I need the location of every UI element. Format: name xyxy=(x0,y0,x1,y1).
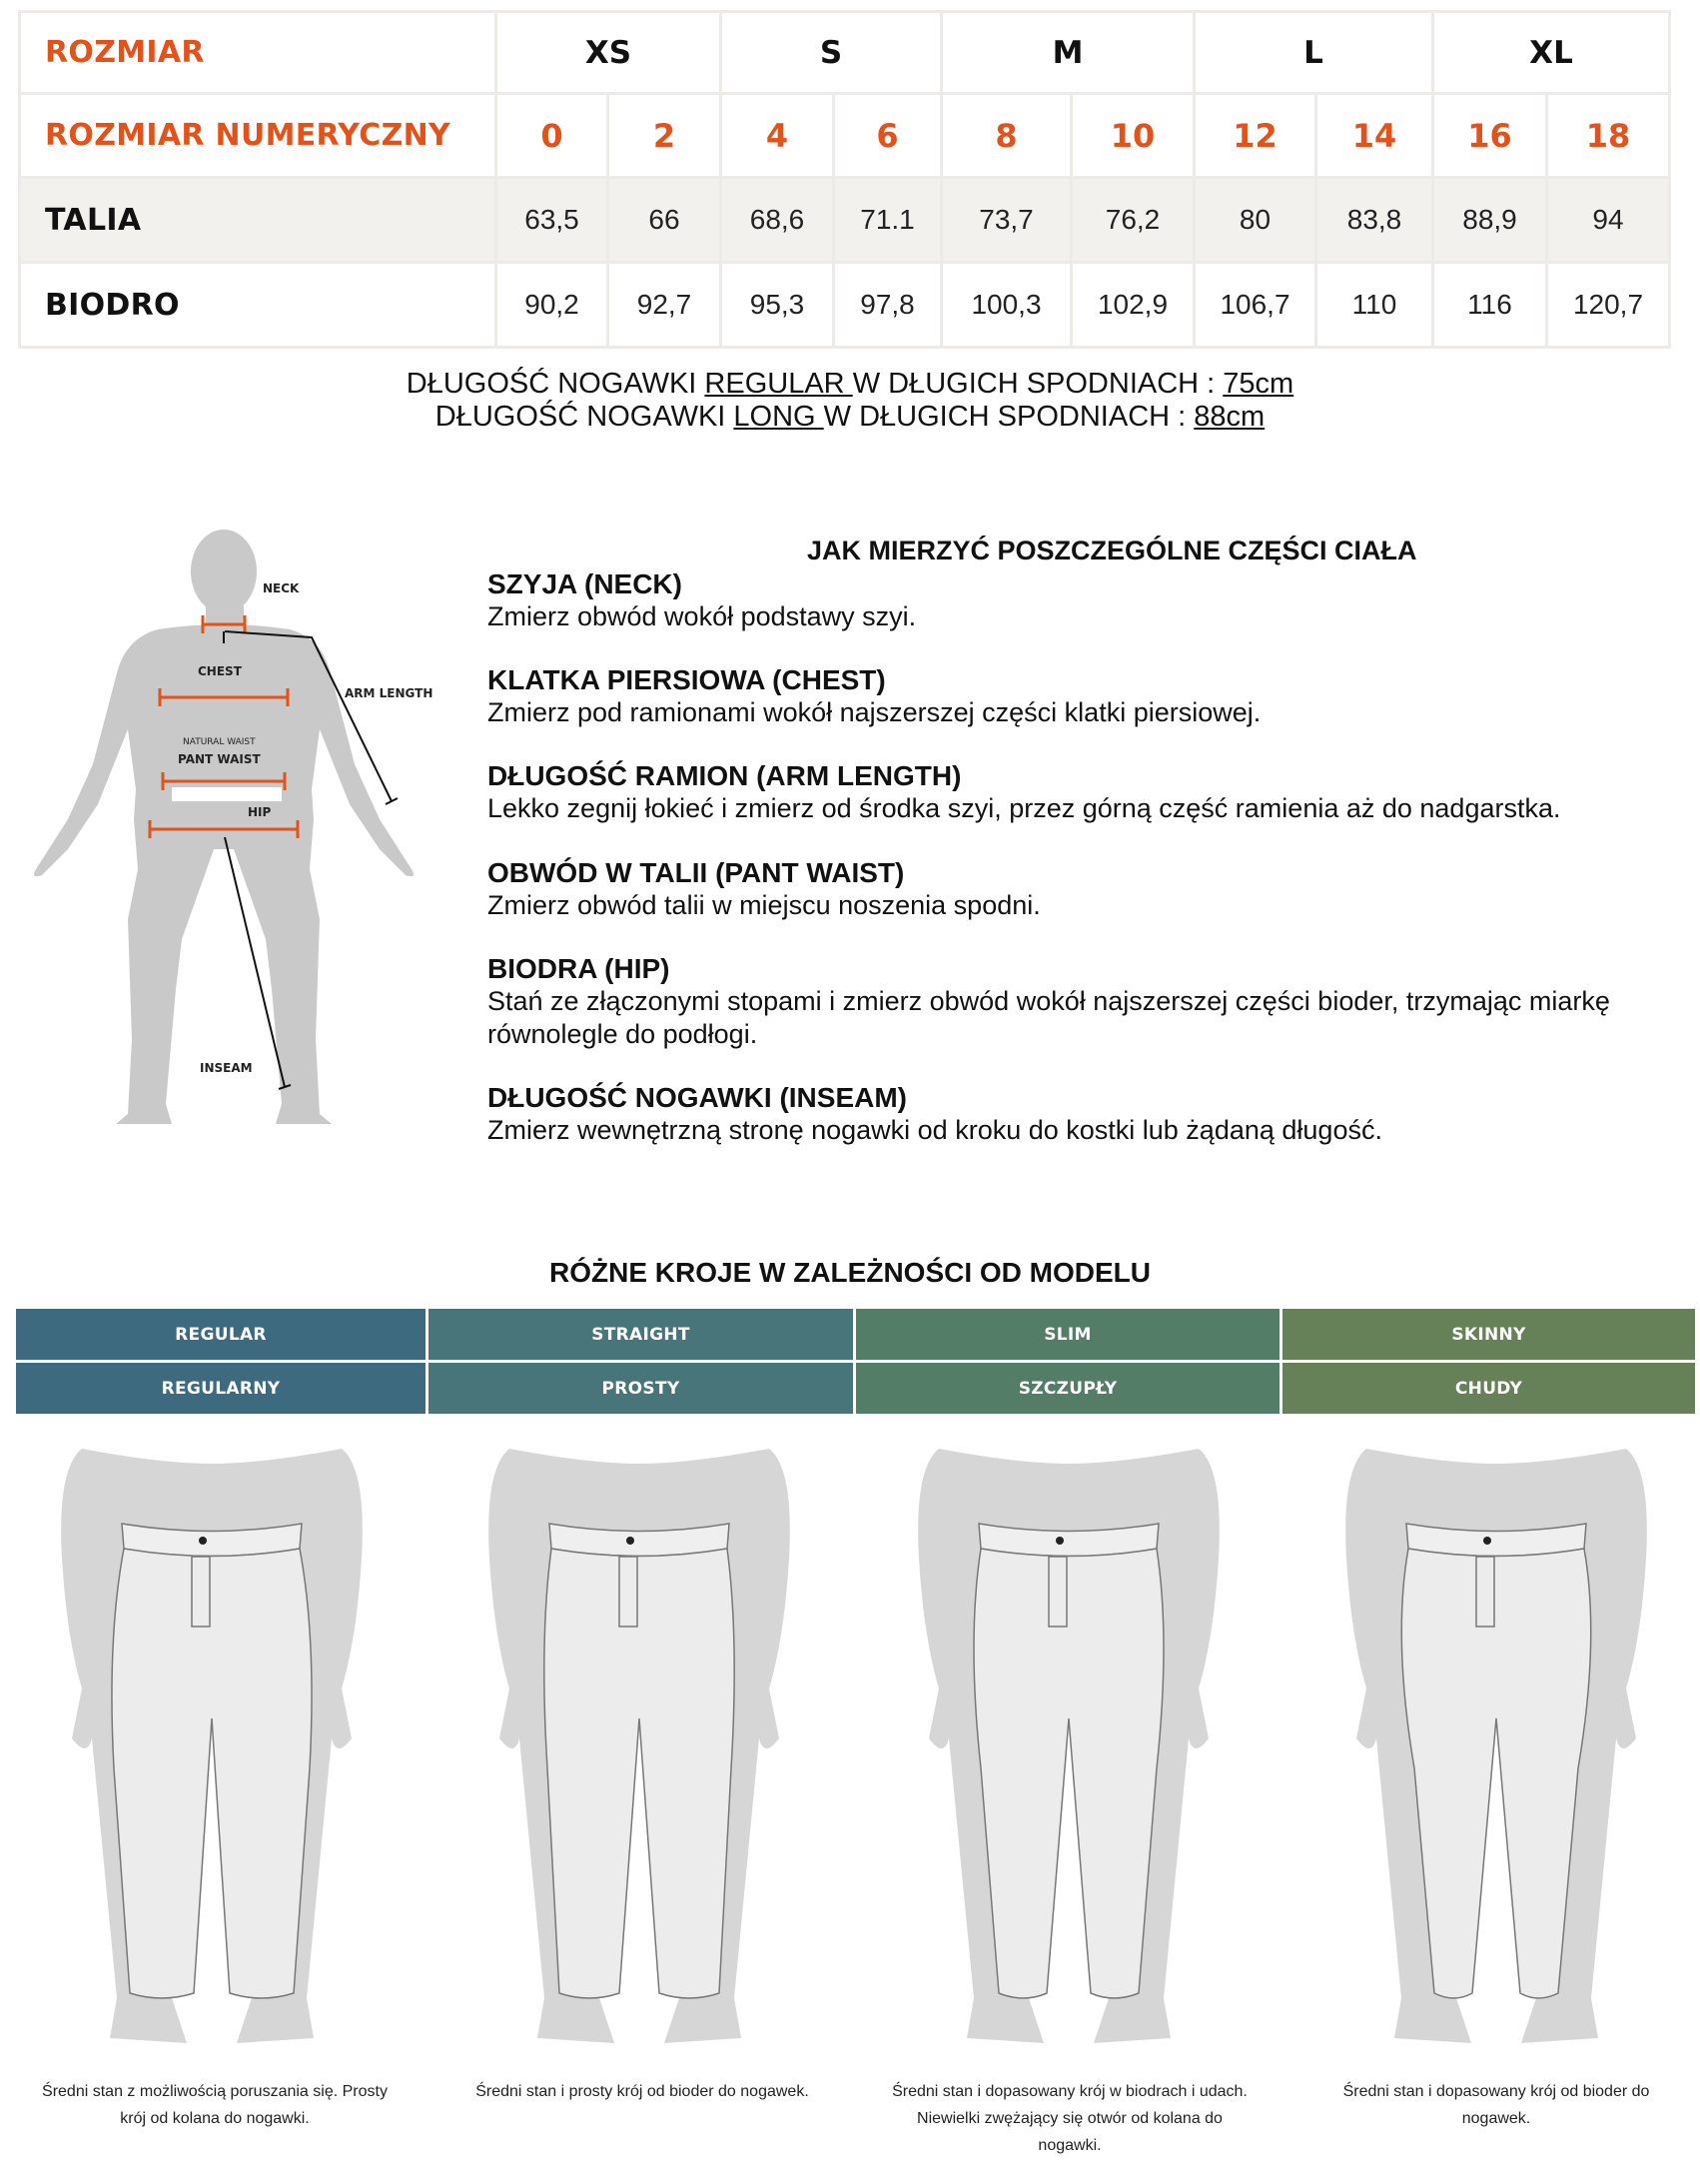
guide-text: Zmierz obwód wokół podstawy szyi. xyxy=(487,601,917,631)
hip-value: 106,7 xyxy=(1196,264,1314,346)
fit-description-line: Średni stan i dopasowany krój od bioder do xyxy=(1342,2083,1650,2100)
fit-figure-regular xyxy=(42,1439,382,2048)
numeric-size: 6 xyxy=(835,95,940,176)
size-xs: XS xyxy=(497,13,719,92)
waist-value: 68,6 xyxy=(722,179,832,261)
guide-text: Stań ze złączonymi stopami i zmierz obwód wokół najszerszej części bioder, trzymając miarkę xyxy=(487,986,1610,1016)
numeric-size-row xyxy=(21,95,1668,176)
size-l: L xyxy=(1196,13,1431,92)
guide-text: Zmierz obwód talii w miejscu noszenia spodni. xyxy=(487,890,1041,920)
guide-heading: BIODRA (HIP) xyxy=(487,953,670,984)
numeric-size: 10 xyxy=(1073,95,1193,176)
hip-value: 116 xyxy=(1434,264,1545,346)
hip-value: 102,9 xyxy=(1073,264,1193,346)
figure-label-neck: NECK xyxy=(263,581,300,595)
fit-description-straight xyxy=(447,2078,837,2105)
waist-value: 76,2 xyxy=(1073,179,1193,261)
guide-item-neck xyxy=(487,567,1666,633)
hip-value: 92,7 xyxy=(609,264,719,346)
numeric-size: 14 xyxy=(1317,95,1431,176)
fit-description-regular xyxy=(20,2078,410,2132)
fit-description-line: nogawek. xyxy=(1461,2110,1531,2127)
waist-value: 80 xyxy=(1196,179,1314,261)
fit-name-pl-skinny: CHUDY xyxy=(1282,1363,1695,1414)
fit-description-slim xyxy=(875,2078,1265,2159)
natural-waist-band xyxy=(172,787,282,801)
fit-figure-straight xyxy=(469,1439,809,2048)
size-label: ROZMIAR xyxy=(21,13,494,92)
numeric-size: 18 xyxy=(1548,95,1668,176)
body-measurement-figure xyxy=(20,520,439,1129)
hip-value: 120,7 xyxy=(1548,264,1668,346)
fits-title: RÓŻNE KROJE W ZALEŻNOŚCI OD MODELU xyxy=(549,1257,1151,1288)
leg-length-regular xyxy=(0,368,1700,401)
guide-item-hip xyxy=(487,952,1666,1051)
hip-row xyxy=(21,264,1668,346)
waist-value: 94 xyxy=(1548,179,1668,261)
fit-name-regular: REGULAR xyxy=(16,1309,425,1360)
size-m: M xyxy=(943,13,1193,92)
numeric-size: 0 xyxy=(497,95,606,176)
numeric-size: 12 xyxy=(1196,95,1314,176)
guide-title: JAK MIERZYĆ POSZCZEGÓLNE CZĘŚCI CIAŁA xyxy=(807,536,1417,565)
body-silhouette xyxy=(34,530,414,1124)
fit-name-pl-straight: PROSTY xyxy=(428,1363,853,1414)
fit-description-line: Średni stan z możliwością poruszania się. Prosty xyxy=(42,2083,388,2100)
numeric-size: 16 xyxy=(1434,95,1545,176)
fit-name-skinny: SKINNY xyxy=(1282,1309,1695,1360)
fit-name-straight: STRAIGHT xyxy=(428,1309,853,1360)
figure-label-hip: HIP xyxy=(248,805,272,819)
hip-value: 97,8 xyxy=(835,264,940,346)
size-s: S xyxy=(722,13,940,92)
hip-value: 95,3 xyxy=(722,264,832,346)
waist-label: TALIA xyxy=(21,179,494,261)
leg-length-value: 88cm xyxy=(1194,401,1266,433)
fit-description-line: Średni stan i prosty krój od bioder do nogawek. xyxy=(475,2083,809,2100)
letter-size-row xyxy=(21,13,1668,92)
numeric-size: 4 xyxy=(722,95,832,176)
leg-length-prefix: DŁUGOŚĆ NOGAWKI xyxy=(406,368,705,400)
waist-value: 63,5 xyxy=(497,179,606,261)
guide-heading: OBWÓD W TALII (PANT WAIST) xyxy=(487,857,905,888)
fit-description-line: Niewielki zwężający się otwór od kolana do xyxy=(917,2110,1223,2127)
numeric-size: 8 xyxy=(943,95,1070,176)
figure-label-inseam: INSEAM xyxy=(200,1061,253,1075)
waist-value: 88,9 xyxy=(1434,179,1545,261)
leg-length-middle: W DŁUGICH SPODNIACH : xyxy=(852,368,1224,400)
guide-text: Zmierz wewnętrzną stronę nogawki od kroku do kostki lub żądaną długość. xyxy=(487,1115,1382,1145)
leg-length-long xyxy=(0,401,1700,434)
fit-name-slim: SLIM xyxy=(856,1309,1279,1360)
waist-value: 73,7 xyxy=(943,179,1070,261)
waist-value: 71.1 xyxy=(835,179,940,261)
guide-heading: SZYJA (NECK) xyxy=(487,568,682,599)
fit-description-line: nogawki. xyxy=(1038,2137,1102,2154)
leg-length-value: 75cm xyxy=(1223,368,1294,400)
size-xl: XL xyxy=(1434,13,1668,92)
figure-label-arm-length: ARM LENGTH xyxy=(345,686,433,700)
guide-text: Lekko zegnij łokieć i zmierz od środka szyi, przez górną część ramienia aż do nadgarstka. xyxy=(487,793,1561,823)
leg-length-middle: W DŁUGICH SPODNIACH : xyxy=(823,401,1195,433)
leg-length-fit: REGULAR xyxy=(704,368,853,400)
leg-length-fit: LONG xyxy=(733,401,824,433)
fit-description-line: krój od kolana do nogawki. xyxy=(120,2110,310,2127)
numeric-size: 2 xyxy=(609,95,719,176)
guide-text-continued: równolegle do podłogi. xyxy=(487,1019,758,1049)
guide-heading: DŁUGOŚĆ NOGAWKI (INSEAM) xyxy=(487,1082,907,1113)
guide-item-inseam xyxy=(487,1081,1666,1147)
fit-name-pl-slim: SZCZUPŁY xyxy=(856,1363,1279,1414)
fit-name-pl-regular: REGULARNY xyxy=(16,1363,425,1414)
figure-label-pant-waist: PANT WAIST xyxy=(178,752,261,766)
size-table xyxy=(18,10,1671,349)
waist-value: 83,8 xyxy=(1317,179,1431,261)
numeric-size-label: ROZMIAR NUMERYCZNY xyxy=(21,95,494,176)
guide-heading: KLATKA PIERSIOWA (CHEST) xyxy=(487,664,886,695)
hip-value: 110 xyxy=(1317,264,1431,346)
guide-item-pant-waist xyxy=(487,856,1666,922)
guide-text: Zmierz pod ramionami wokół najszerszej części klatki piersiowej. xyxy=(487,697,1262,727)
fit-description-line: Średni stan i dopasowany krój w biodrach i udach. xyxy=(892,2083,1248,2100)
fit-figure-skinny xyxy=(1326,1439,1666,2048)
hip-label: BIODRO xyxy=(21,264,494,346)
hip-value: 90,2 xyxy=(497,264,606,346)
fit-description-skinny xyxy=(1301,2078,1691,2132)
guide-item-arm-length xyxy=(487,759,1666,825)
figure-label-natural-waist: NATURAL WAIST xyxy=(183,737,256,747)
figure-label-chest: CHEST xyxy=(198,664,242,678)
waist-row xyxy=(21,179,1668,261)
leg-length-prefix: DŁUGOŚĆ NOGAWKI xyxy=(434,401,734,433)
guide-heading: DŁUGOŚĆ RAMION (ARM LENGTH) xyxy=(487,760,962,791)
waist-value: 66 xyxy=(609,179,719,261)
guide-item-chest xyxy=(487,663,1666,729)
fit-figure-slim xyxy=(899,1439,1239,2048)
hip-value: 100,3 xyxy=(943,264,1070,346)
